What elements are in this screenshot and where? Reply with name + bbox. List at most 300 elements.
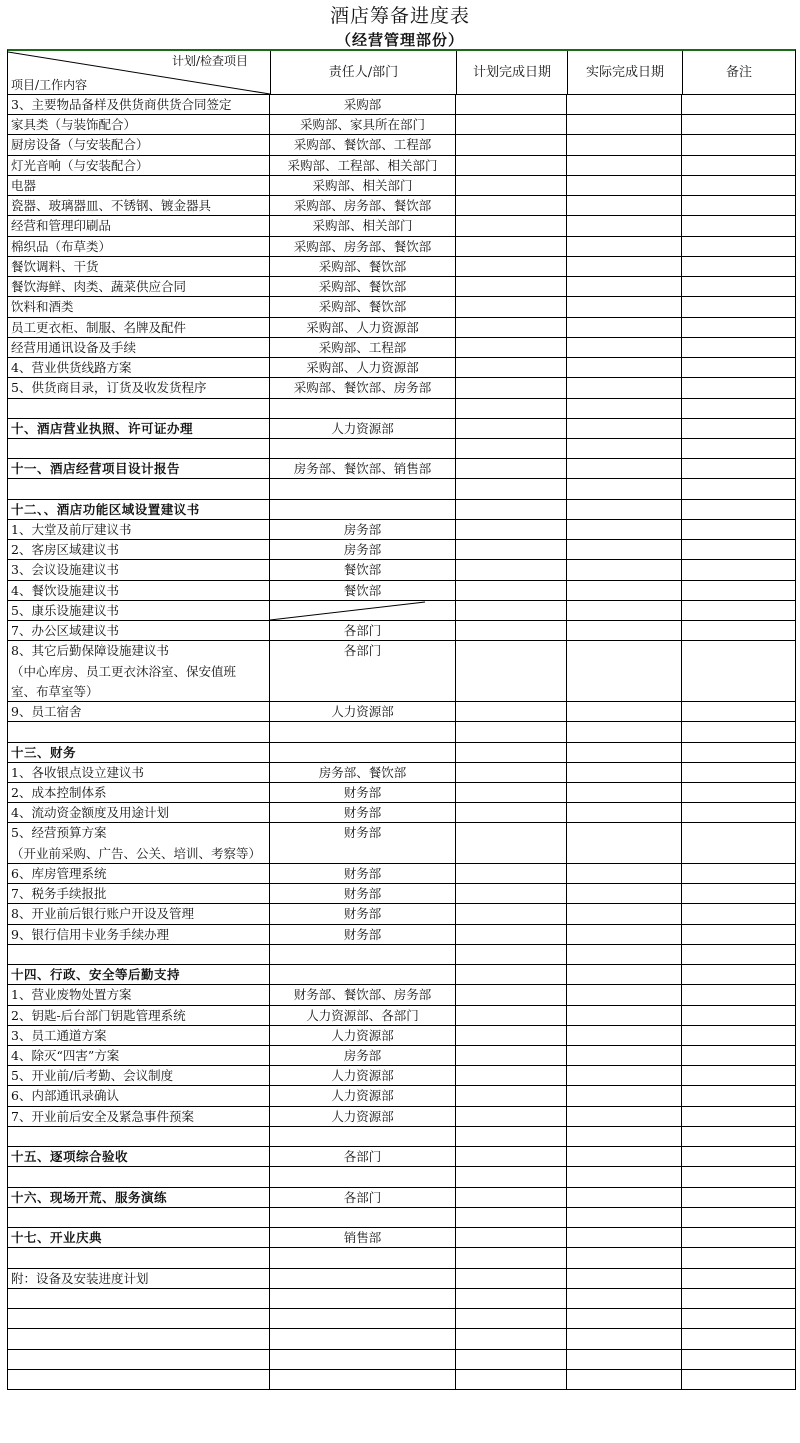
table-row: [8, 884, 795, 904]
actual-date-cell: [567, 1026, 682, 1045]
actual-date-cell: [567, 540, 682, 559]
item-cell: 7、开业前后安全及紧急事件预案: [8, 1107, 270, 1126]
item-cell: 经营用通讯设备及手续: [8, 338, 270, 357]
table-row: [8, 196, 795, 216]
item-cell: 1、各收银点设立建议书: [8, 763, 270, 782]
table-row: [8, 297, 795, 317]
table-row: [8, 500, 795, 520]
dept-cell: 采购部、相关部门: [270, 216, 456, 235]
planned-date-cell: [456, 884, 567, 903]
planned-date-cell: [456, 743, 567, 762]
table-body: [8, 95, 795, 1390]
table-row: [8, 115, 795, 135]
planned-date-cell: [456, 560, 567, 579]
note-cell: [682, 702, 794, 721]
table-row: [8, 1188, 795, 1208]
item-cell: [8, 722, 270, 741]
dept-cell: 销售部: [270, 1228, 456, 1247]
actual-date-cell: [567, 338, 682, 357]
planned-date-cell: [456, 540, 567, 559]
planned-date-cell: [456, 965, 567, 984]
item-cell: [8, 945, 270, 964]
dept-cell: 采购部、餐饮部: [270, 297, 456, 316]
table-row: [8, 722, 795, 742]
note-cell: [682, 237, 794, 256]
table-row: [8, 864, 795, 884]
table-row: [8, 419, 795, 439]
item-cell: 电器: [8, 176, 270, 195]
table-row: [8, 1107, 795, 1127]
planned-date-cell: [456, 419, 567, 438]
planned-date-cell: [456, 176, 567, 195]
dept-cell: 各部门: [270, 1188, 456, 1207]
actual-date-cell: [567, 884, 682, 903]
planned-date-cell: [456, 783, 567, 802]
item-cell: [8, 479, 270, 498]
note-cell: [682, 196, 794, 215]
dept-cell: 财务部: [270, 864, 456, 883]
actual-date-cell: [567, 500, 682, 519]
item-cell: 9、银行信用卡业务手续办理: [8, 925, 270, 944]
dept-cell: [270, 1370, 456, 1389]
table-row: [8, 1350, 795, 1370]
actual-date-cell: [567, 196, 682, 215]
table-row: [8, 803, 795, 823]
note-cell: [682, 277, 794, 296]
planned-date-cell: [456, 1350, 567, 1369]
dept-cell: [270, 682, 456, 701]
dept-cell: [270, 1269, 456, 1288]
table-row: [8, 479, 795, 499]
item-cell: 厨房设备（与安装配合）: [8, 135, 270, 154]
dept-cell: [270, 601, 456, 620]
item-cell: 灯光音响（与安装配合）: [8, 156, 270, 175]
planned-date-cell: [456, 985, 567, 1004]
planned-date-cell: [456, 1026, 567, 1045]
table-row: [8, 560, 795, 580]
item-cell: [8, 1370, 270, 1389]
dept-cell: 房务部: [270, 520, 456, 539]
header-work-content: 项目/工作内容: [11, 78, 88, 92]
dept-cell: [270, 500, 456, 519]
planned-date-cell: [456, 682, 567, 701]
table-row: [8, 1147, 795, 1167]
note-cell: [682, 358, 794, 377]
item-cell: 7、税务手续报批: [8, 884, 270, 903]
dept-cell: 人力资源部: [270, 1066, 456, 1085]
item-cell: 9、员工宿舍: [8, 702, 270, 721]
planned-date-cell: [456, 1309, 567, 1328]
actual-date-cell: [567, 257, 682, 276]
planned-date-cell: [456, 115, 567, 134]
dept-cell: 采购部、房务部、餐饮部: [270, 196, 456, 215]
actual-date-cell: [567, 662, 682, 682]
planned-date-cell: [456, 257, 567, 276]
dept-cell: [270, 844, 456, 863]
dept-cell: 财务部: [270, 925, 456, 944]
dept-cell: [270, 1248, 456, 1267]
planned-date-cell: [456, 1147, 567, 1166]
note-cell: [682, 682, 794, 701]
planned-date-cell: [456, 1269, 567, 1288]
table-row: [8, 1208, 795, 1228]
table-row: [8, 925, 795, 945]
dept-cell: [270, 1289, 456, 1308]
note-cell: [682, 1350, 794, 1369]
actual-date-cell: [567, 641, 682, 661]
planned-date-cell: [456, 925, 567, 944]
planned-date-cell: [456, 763, 567, 782]
note-cell: [682, 925, 794, 944]
actual-date-cell: [567, 1269, 682, 1288]
table-row: [8, 965, 795, 985]
dept-cell: 房务部、餐饮部: [270, 763, 456, 782]
table-row: [8, 945, 795, 965]
planned-date-cell: [456, 500, 567, 519]
planned-date-cell: [456, 1127, 567, 1146]
dept-cell: 采购部、餐饮部、房务部: [270, 378, 456, 397]
note-cell: [682, 1127, 794, 1146]
item-cell: 6、内部通讯录确认: [8, 1086, 270, 1105]
dept-cell: [270, 399, 456, 418]
item-cell: [8, 1248, 270, 1267]
note-cell: [682, 1329, 794, 1348]
item-cell: [8, 1127, 270, 1146]
table-row: [8, 823, 795, 843]
actual-date-cell: [567, 1289, 682, 1308]
note-cell: [682, 439, 794, 458]
actual-date-cell: [567, 135, 682, 154]
dept-cell: 餐饮部: [270, 581, 456, 600]
header-actual-date: 实际完成日期: [568, 51, 683, 94]
header-plan-check-item: 计划/检查项目: [171, 54, 248, 68]
dept-cell: [270, 1127, 456, 1146]
table-row: [8, 783, 795, 803]
planned-date-cell: [456, 1188, 567, 1207]
item-cell: 7、办公区域建议书: [8, 621, 270, 640]
planned-date-cell: [456, 581, 567, 600]
actual-date-cell: [567, 965, 682, 984]
planned-date-cell: [456, 1370, 567, 1389]
planned-date-cell: [456, 844, 567, 863]
note-cell: [682, 115, 794, 134]
actual-date-cell: [567, 1127, 682, 1146]
actual-date-cell: [567, 601, 682, 620]
note-cell: [682, 1167, 794, 1186]
dept-cell: 各部门: [270, 641, 456, 661]
item-cell: 餐饮调料、干货: [8, 257, 270, 276]
note-cell: [682, 378, 794, 397]
item-cell: 员工更衣柜、制服、名牌及配件: [8, 318, 270, 337]
item-cell: 4、营业供货线路方案: [8, 358, 270, 377]
note-cell: [682, 1248, 794, 1267]
actual-date-cell: [567, 1370, 682, 1389]
item-cell: 餐饮海鲜、肉类、蔬菜供应合同: [8, 277, 270, 296]
table-row: [8, 763, 795, 783]
progress-table: [7, 49, 796, 1390]
item-cell: 5、开业前/后考勤、会议制度: [8, 1066, 270, 1085]
table-row: [8, 540, 795, 560]
dept-cell: [270, 945, 456, 964]
actual-date-cell: [567, 722, 682, 741]
table-row: [8, 1046, 795, 1066]
dept-cell: 人力资源部: [270, 702, 456, 721]
actual-date-cell: [567, 1309, 682, 1328]
table-row: [8, 1167, 795, 1187]
planned-date-cell: [456, 459, 567, 478]
note-cell: [682, 95, 794, 114]
dept-cell: [270, 1208, 456, 1227]
planned-date-cell: [456, 1228, 567, 1247]
item-cell: 5、供货商目录，订货及收发货程序: [8, 378, 270, 397]
actual-date-cell: [567, 439, 682, 458]
actual-date-cell: [567, 1046, 682, 1065]
item-cell: 十三、财务: [8, 743, 270, 762]
planned-date-cell: [456, 196, 567, 215]
header-dept: 责任人/部门: [271, 51, 457, 94]
item-cell: 十、酒店营业执照、许可证办理: [8, 419, 270, 438]
dept-cell: [270, 1309, 456, 1328]
item-cell: 8、开业前后银行账户开设及管理: [8, 904, 270, 923]
planned-date-cell: [456, 1066, 567, 1085]
planned-date-cell: [456, 722, 567, 741]
dept-cell: [270, 743, 456, 762]
note-cell: [682, 844, 794, 863]
table-row: [8, 216, 795, 236]
table-row: [8, 95, 795, 115]
item-cell: 经营和管理印刷品: [8, 216, 270, 235]
item-cell: 家具类（与装饰配合）: [8, 115, 270, 134]
note-cell: [682, 1147, 794, 1166]
table-row: [8, 662, 795, 682]
actual-date-cell: [567, 1228, 682, 1247]
note-cell: [682, 965, 794, 984]
planned-date-cell: [456, 662, 567, 682]
planned-date-cell: [456, 1107, 567, 1126]
strike-diagonal: [270, 601, 455, 620]
actual-date-cell: [567, 682, 682, 701]
note-cell: [682, 662, 794, 682]
table-row: [8, 176, 795, 196]
table-row: [8, 358, 795, 378]
item-cell: 棉织品（布草类）: [8, 237, 270, 256]
note-cell: [682, 257, 794, 276]
table-row: [8, 237, 795, 257]
actual-date-cell: [567, 378, 682, 397]
note-cell: [682, 1046, 794, 1065]
item-cell: 1、营业废物处置方案: [8, 985, 270, 1004]
table-row: [8, 1066, 795, 1086]
dept-cell: [270, 1167, 456, 1186]
item-cell: 4、流动资金额度及用途计划: [8, 803, 270, 822]
dept-cell: 财务部: [270, 803, 456, 822]
dept-cell: [270, 965, 456, 984]
dept-cell: 采购部、餐饮部、工程部: [270, 135, 456, 154]
note-cell: [682, 581, 794, 600]
planned-date-cell: [456, 318, 567, 337]
note-cell: [682, 722, 794, 741]
actual-date-cell: [567, 702, 682, 721]
header-planned-date: 计划完成日期: [457, 51, 568, 94]
note-cell: [682, 176, 794, 195]
actual-date-cell: [567, 864, 682, 883]
table-row: [8, 601, 795, 621]
note-cell: [682, 156, 794, 175]
planned-date-cell: [456, 823, 567, 843]
item-cell: 瓷器、玻璃器皿、不锈钢、镀金器具: [8, 196, 270, 215]
actual-date-cell: [567, 399, 682, 418]
planned-date-cell: [456, 864, 567, 883]
planned-date-cell: [456, 297, 567, 316]
table-row: [8, 156, 795, 176]
dept-cell: 房务部: [270, 1046, 456, 1065]
item-cell: （开业前采购、广告、公关、培训、考察等）: [8, 844, 270, 863]
dept-cell: 各部门: [270, 1147, 456, 1166]
actual-date-cell: [567, 1147, 682, 1166]
actual-date-cell: [567, 1066, 682, 1085]
note-cell: [682, 1269, 794, 1288]
planned-date-cell: [456, 803, 567, 822]
table-row: [8, 702, 795, 722]
table-row: [8, 439, 795, 459]
table-row: [8, 743, 795, 763]
table-header: [8, 51, 795, 95]
dept-cell: 采购部、房务部、餐饮部: [270, 237, 456, 256]
item-cell: 3、会议设施建议书: [8, 560, 270, 579]
table-row: [8, 985, 795, 1005]
header-note: 备注: [725, 65, 752, 80]
actual-date-cell: [567, 1208, 682, 1227]
planned-date-cell: [456, 358, 567, 377]
note-cell: [682, 884, 794, 903]
planned-date-cell: [456, 1046, 567, 1065]
planned-date-cell: [456, 338, 567, 357]
dept-cell: 采购部、相关部门: [270, 176, 456, 195]
actual-date-cell: [567, 1086, 682, 1105]
planned-date-cell: [456, 1086, 567, 1105]
actual-date-cell: [567, 95, 682, 114]
dept-cell: 房务部、餐饮部、销售部: [270, 459, 456, 478]
item-cell: 4、除灭“四害”方案: [8, 1046, 270, 1065]
planned-date-cell: [456, 702, 567, 721]
actual-date-cell: [567, 216, 682, 235]
item-cell: 十七、开业庆典: [8, 1228, 270, 1247]
dept-cell: 采购部、餐饮部: [270, 257, 456, 276]
actual-date-cell: [567, 419, 682, 438]
note-cell: [682, 500, 794, 519]
dept-cell: 餐饮部: [270, 560, 456, 579]
actual-date-cell: [567, 237, 682, 256]
item-cell: 附：设备及安装进度计划: [8, 1269, 270, 1288]
actual-date-cell: [567, 1248, 682, 1267]
table-row: [8, 1329, 795, 1349]
note-cell: [682, 743, 794, 762]
table-row: [8, 641, 795, 661]
table-row: [8, 1228, 795, 1248]
note-cell: [682, 479, 794, 498]
table-row: [8, 257, 795, 277]
dept-cell: 采购部、工程部、相关部门: [270, 156, 456, 175]
actual-date-cell: [567, 743, 682, 762]
planned-date-cell: [456, 399, 567, 418]
note-cell: [682, 1188, 794, 1207]
note-cell: [682, 1228, 794, 1247]
note-cell: [682, 1208, 794, 1227]
dept-cell: 采购部、家具所在部门: [270, 115, 456, 134]
dept-cell: 人力资源部: [270, 419, 456, 438]
actual-date-cell: [567, 358, 682, 377]
dept-cell: 人力资源部: [270, 1086, 456, 1105]
dept-cell: 房务部: [270, 540, 456, 559]
note-cell: [682, 520, 794, 539]
item-cell: 4、餐饮设施建议书: [8, 581, 270, 600]
actual-date-cell: [567, 277, 682, 296]
table-row: [8, 135, 795, 155]
table-row: [8, 1026, 795, 1046]
actual-date-cell: [567, 763, 682, 782]
item-cell: 3、员工通道方案: [8, 1026, 270, 1045]
actual-date-cell: [567, 1107, 682, 1126]
note-cell: [682, 763, 794, 782]
dept-cell: 采购部、人力资源部: [270, 358, 456, 377]
planned-date-cell: [456, 1208, 567, 1227]
dept-cell: [270, 662, 456, 682]
table-row: [8, 318, 795, 338]
item-cell: [8, 1350, 270, 1369]
note-cell: [682, 318, 794, 337]
planned-date-cell: [456, 156, 567, 175]
note-cell: [682, 1309, 794, 1328]
actual-date-cell: [567, 1006, 682, 1025]
actual-date-cell: [567, 985, 682, 1004]
note-cell: [682, 1289, 794, 1308]
actual-date-cell: [567, 297, 682, 316]
actual-date-cell: [567, 844, 682, 863]
actual-date-cell: [567, 823, 682, 843]
planned-date-cell: [456, 641, 567, 661]
note-cell: [682, 601, 794, 620]
planned-date-cell: [456, 1329, 567, 1348]
actual-date-cell: [567, 925, 682, 944]
dept-cell: 采购部: [270, 95, 456, 114]
dept-cell: 财务部、餐饮部、房务部: [270, 985, 456, 1004]
item-cell: 5、经营预算方案: [8, 823, 270, 843]
note-cell: [682, 621, 794, 640]
note-cell: [682, 641, 794, 661]
note-cell: [682, 540, 794, 559]
dept-cell: [270, 479, 456, 498]
table-row: [8, 1309, 795, 1329]
table-row: [8, 1248, 795, 1268]
actual-date-cell: [567, 1188, 682, 1207]
note-cell: [682, 1006, 794, 1025]
item-cell: 十五、逐项综合验收: [8, 1147, 270, 1166]
table-row: [8, 378, 795, 398]
planned-date-cell: [456, 1167, 567, 1186]
planned-date-cell: [456, 135, 567, 154]
item-cell: [8, 1167, 270, 1186]
dept-cell: 人力资源部、各部门: [270, 1006, 456, 1025]
document-subtitle: （经营管理部份）: [335, 31, 464, 49]
table-row: [8, 1127, 795, 1147]
planned-date-cell: [456, 904, 567, 923]
item-cell: [8, 439, 270, 458]
table-row: [8, 399, 795, 419]
diagonal-header-cell: [8, 51, 271, 94]
item-cell: [8, 1309, 270, 1328]
item-cell: 2、钥匙-后台部门钥匙管理系统: [8, 1006, 270, 1025]
actual-date-cell: [567, 560, 682, 579]
